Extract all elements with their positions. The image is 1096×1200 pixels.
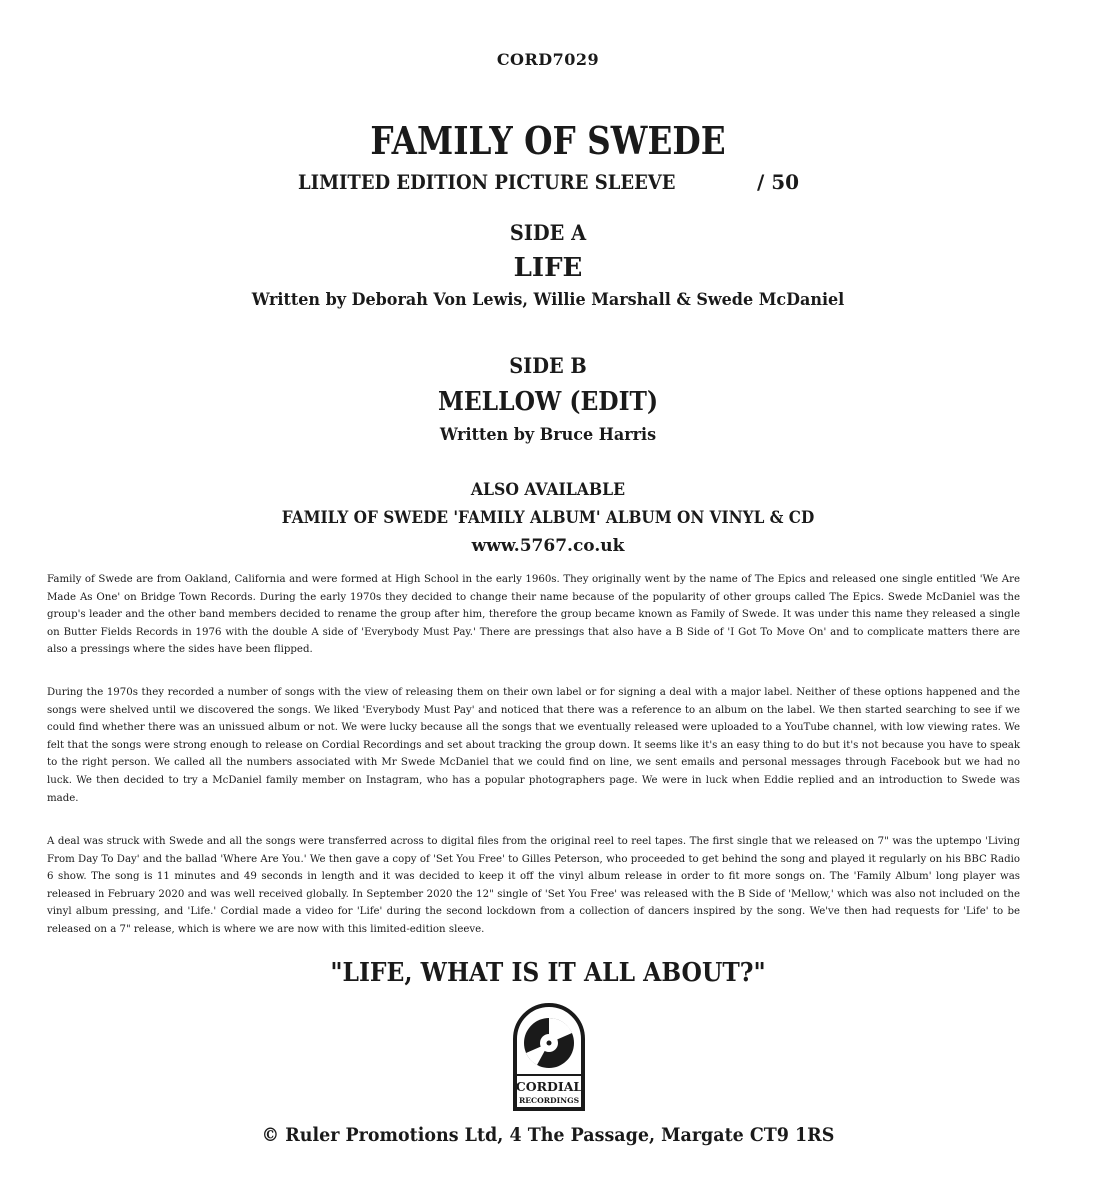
edition-row <box>0 170 1096 200</box>
tagline-quote: "LIFE, WHAT IS IT ALL ABOUT?" <box>330 958 766 988</box>
also-available-heading: ALSO AVAILABLE <box>470 480 626 500</box>
side-b-label: SIDE B <box>509 353 587 378</box>
logo-line-1: CORDIAL <box>515 1079 583 1094</box>
artist-title: FAMILY OF SWEDE <box>370 118 726 163</box>
side-b-song: MELLOW (EDIT) <box>437 387 659 417</box>
edition-label: LIMITED EDITION PICTURE SLEEVE <box>298 170 676 194</box>
edition-count: / 50 <box>757 170 800 194</box>
side-a-song: LIFE <box>513 253 583 283</box>
catalogue-number: CORD7029 <box>496 50 600 69</box>
logo-line-2: RECORDINGS <box>518 1096 580 1105</box>
website-link[interactable]: www.5767.co.uk <box>471 536 625 556</box>
cordial-recordings-logo <box>511 1003 587 1113</box>
vinyl-record-icon <box>524 1018 574 1068</box>
history-paragraph-3: A deal was struck with Swede and all the songs were transferred across to digital files from the original reel to reel tapes. The first single that we released on 7" was the uptempo 'Living From Day To Day' and the ballad 'Where Are You.' We then gave a copy of 'Set You Free' to Gilles Peterson, who proceeded to get behind the song and played it regularly on his BBC Radio 6 show. The song is 11 minutes and 49 seconds in length and it was decided to keep it off the vinyl album release in order to fit more songs on. The 'Family Album' long player was released in February 2020 and was well received globally. In September 2020 the 12" single of 'Set You Free' was released with the B Side of 'Mellow,' which was also not included on the vinyl album pressing, and 'Life.' Cordial made a video for 'Life' during the second lockdown from a collection of dancers inspired by the song. We've then had requests for 'Life' to be released on a 7" release, which is where we are now with this limited-edition sleeve. <box>47 836 1020 935</box>
side-a-label: SIDE A <box>509 220 587 245</box>
history-paragraph-2: During the 1970s they recorded a number of songs with the view of releasing them on their own label or for signing a deal with a major label. Neither of these options happened and the songs were shelved until we discovered the songs. We liked 'Everybody Must Pay' and noticed that there was a reference to an album on the label. We then started searching to see if we could find whether there was an unissued album or not. We were lucky because all the songs that we eventually released were uploaded to a YouTube channel, with low viewing rates. We felt that the songs were strong enough to release on Cordial Recordings and set about tracking the group down. It seems like it's an easy thing to do but it's not because you have to speak to the right person. We called all the numbers associated with Mr Swede McDaniel that we could find on line, we sent emails and personal messages through Facebook but we had no luck. We then decided to try a McDaniel family member on Instagram, who has a popular photographers page. We were in luck when Eddie replied and an introduction to Swede was made. <box>47 687 1020 804</box>
album-promo: FAMILY OF SWEDE 'FAMILY ALBUM' ALBUM ON VINYL & CD <box>281 508 815 528</box>
copyright-footer: © Ruler Promotions Ltd, 4 The Passage, Margate CT9 1RS <box>261 1124 835 1146</box>
history-paragraph-1: Family of Swede are from Oakland, California and were formed at High School in the early 1960s. They originally went by the name of The Epics and released one single entitled 'We Are Made As One' on Bridge Town Records. During the early 1970s they decided to change their name because of the popularity of other groups called The Epics. Swede McDaniel was the group's leader and the other band members decided to rename the group after him, therefore the group became known as Family of Swede. It was under this name they released a single on Butter Fields Records in 1976 with the double A side of 'Everybody Must Pay.' There are pressings that also have a B Side of 'I Got To Move On' and to complicate matters there are also a pressings where the sides have been flipped. <box>47 574 1020 656</box>
side-a-credit: Written by Deborah Von Lewis, Willie Marshall & Swede McDaniel <box>251 290 845 310</box>
side-b-credit: Written by Bruce Harris <box>439 425 657 445</box>
